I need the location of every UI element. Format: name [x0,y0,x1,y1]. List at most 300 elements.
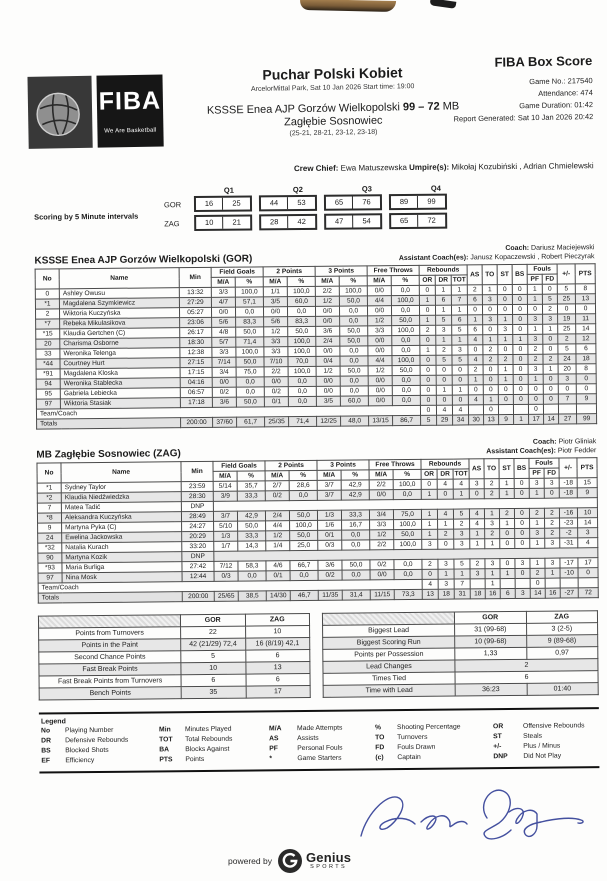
3p-percent: 33,3 [341,510,369,520]
def-rebounds: 1 [438,569,454,579]
fg-made-attempts: 7/14 [212,357,236,367]
totals-row: Totals 200:00 25/65 38,5 14/30 46,7 11/35 31,4 11/15 73,3 13 18 31 18 16 6 3 14 16 -27 72 [38,588,598,603]
fiba-logo-tagline: We Are Basketball [104,127,157,135]
plus-minus: -18 [559,478,577,488]
3p-made-attempts: 0/0 [316,376,340,386]
zag-value: 01:40 [527,683,599,696]
genius-brand-text: Genius [305,850,352,866]
3p-percent: 0,0 [339,306,367,316]
def-rebounds: 2 [438,529,454,539]
stat-label: Bench Points [39,687,181,700]
fg-percent: 14,3 [238,541,266,551]
2p-made-attempts: 0/0 [264,377,288,387]
blocks: 0 [514,478,529,488]
legend-desc: Total Rebounds [185,735,233,744]
turnovers: 0 [483,385,498,395]
total-rebounds: 1 [451,285,467,295]
fg-percent: 33,3 [238,531,266,541]
col-name: Name [59,268,179,289]
2p-percent: 100,0 [288,366,316,376]
ft-percent: 0,0 [394,569,422,579]
off-rebounds: 0 [421,479,437,489]
personal-fouls: 1 [530,558,545,568]
turnovers: 0 [483,305,498,315]
off-rebounds: 0 [420,395,436,405]
legend-abbr: BA [159,746,170,754]
col-ma: M/A [315,276,339,286]
legend-abbr: TOT [159,736,173,744]
fg-made-attempts: 3/7 [213,511,237,521]
col-blocks: BS [512,264,527,284]
turnovers: 3 [482,295,497,305]
points: 9 [577,488,597,498]
ft-made-attempts: 3/4 [369,510,393,520]
steals: 0 [498,394,513,404]
legend-desc: Points [185,755,205,764]
ft-made-attempts: 1/2 [368,366,392,376]
gor-value: 10 (99-68) [455,635,527,648]
match-header [182,63,483,139]
fg-percent: 50,0 [236,397,264,407]
minutes: 23:59 [181,481,213,491]
3p-made-attempts: 0/0 [316,346,340,356]
fg-made-attempts: 0/0 [212,377,236,387]
col-steals: ST [499,458,514,478]
3p-percent: 0,0 [340,316,368,326]
assists: 3 [470,569,485,579]
interval-score: 54 [362,216,371,226]
3p-percent: 60,0 [340,396,368,406]
total-rebounds: 5 [453,509,469,519]
def-rebounds: 0 [436,395,452,405]
3p-percent: 50,0 [342,560,370,570]
stat-label: Biggest Scoring Run [323,636,455,649]
ft-percent: 0,0 [392,345,420,355]
fouls-drawn: 1 [543,324,558,334]
team-code: GOR [163,199,182,209]
scoring-intervals [34,182,594,235]
ft-percent: 100,0 [393,479,421,489]
2p-percent: 25,0 [290,540,318,550]
col-pct: % [393,469,421,479]
player-name: Ashley Owusu [59,288,179,299]
zag-value: 16 (8/19) 42,1 [245,637,310,650]
ft-made-attempts: 0/2 [370,560,394,570]
steals: 0 [500,558,515,568]
ft-made-attempts: 0/0 [368,346,392,356]
points: 0 [578,568,598,578]
steals: 1 [498,364,513,374]
fg-percent: 71,4 [236,337,264,347]
legend-desc: Assists [297,734,319,743]
fg-percent: 0,0 [236,387,264,397]
player-number: *8 [37,513,61,523]
home-team-name: KSSSE Enea AJP Gorzów Wielkopolski [206,101,400,117]
legend-title: Legend [40,718,66,726]
col-ma: M/A [211,277,235,287]
turnovers: 1 [482,285,497,295]
zag-value: 13 [245,661,310,674]
legend-desc: Playing Number [65,726,114,735]
3p-percent: 0,0 [342,570,370,580]
col-plus-minus: +/- [559,458,577,478]
turnovers: 2 [484,479,499,489]
fiba-wordmark [96,75,163,148]
steals: 0 [498,384,513,394]
2p-made-attempts: 0/2 [264,387,288,397]
ft-made-attempts: 1/2 [370,530,394,540]
legend-desc: Blocked Shots [65,746,109,755]
coach-name: Dariusz Maciejewski [530,244,595,252]
2p-made-attempts: 2/7 [265,481,289,491]
2p-percent: 50,0 [289,510,317,520]
blocks: 0 [512,294,527,304]
3p-made-attempts: 0/4 [316,356,340,366]
assistant-coach-label: Assistant Coach(es): [486,447,556,456]
2p-made-attempts: 5/6 [264,317,288,327]
stat-label: Lead Changes [323,660,455,673]
player-number: 9 [38,523,62,533]
col-tot: TOT [454,470,468,478]
fouls-drawn: 3 [543,314,558,324]
interval-score: 28 [261,216,288,228]
plus-minus: 2 [558,334,576,344]
fouls-drawn: 3 [545,558,560,568]
fouls-drawn: 0 [543,394,558,404]
assists: 6 [468,325,483,335]
personal-fouls: 0 [528,304,543,314]
points: 0 [576,384,596,394]
report-title: FIBA Box Score [494,53,593,70]
minutes: 28:49 [181,511,213,521]
gor-value: 6 [455,671,598,684]
fouls-drawn: 2 [545,518,560,528]
col-fouls: Fouls [527,264,557,274]
report-generated: Report Generated: Sat 10 Jan 2026 20:42 [453,112,594,124]
blocks: 0 [514,508,529,518]
game-duration: Game Duration: 01:42 [519,100,594,111]
legend-section [39,707,600,773]
2p-percent: 50,0 [290,530,318,540]
points: 4 [578,538,598,548]
3p-made-attempts: 1/6 [318,520,342,530]
def-rebounds: 1 [438,519,454,529]
col-no: No [37,463,61,483]
ft-made-attempts: 2/2 [370,540,394,550]
minutes: 33:20 [182,541,214,551]
ft-percent: 0,0 [394,559,422,569]
off-rebounds: 2 [420,325,436,335]
steals: 1 [498,334,513,344]
def-rebounds: 3 [438,559,454,569]
zag-column-header: ZAG [245,613,310,626]
ft-percent: 50,0 [392,365,420,375]
fg-made-attempts: 3/3 [211,287,235,297]
ft-made-attempts: 0/0 [368,336,392,346]
points-summary-table [38,613,311,701]
turnovers: 1 [483,395,498,405]
fg-percent: 33,3 [237,491,265,501]
powered-by-text: powered by [228,856,272,866]
fouls-drawn: 2 [545,528,560,538]
turnovers: 3 [483,315,498,325]
col-pct: % [235,277,263,287]
legend-desc: Made Attempts [296,724,343,733]
def-rebounds: 1 [435,285,451,295]
ft-percent: 100,0 [392,355,420,365]
assistant-coach-names: Janusz Kopaczewski , Robert Pieczyrak [470,253,595,262]
interval-score: 53 [297,197,306,208]
col-ma: M/A [367,276,391,286]
gor-value: 42 (21/29) 72,4 [181,638,246,651]
gor-value: 35 [181,686,246,699]
minutes: 23:06 [180,317,212,327]
legend-abbr: * [269,755,273,763]
points: 14 [576,324,596,334]
fouls-drawn: 0 [542,284,557,294]
points: 10 [577,508,597,518]
player-number: 24 [38,533,62,543]
fg-made-attempts: 0/0 [211,307,235,317]
interval-score: 47 [326,216,353,228]
plus-minus: 20 [558,364,576,374]
gor-column-header: GOR [180,614,245,627]
turnovers: 3 [485,559,500,569]
total-rebounds: 1 [451,305,467,315]
player-name: Maria Burliga [62,562,182,573]
col-turnovers: TO [484,459,499,479]
2p-made-attempts: 3/3 [264,347,288,357]
fg-made-attempts: 7/12 [214,561,238,571]
2p-made-attempts: 4/6 [266,561,290,571]
ft-percent: 0,0 [393,489,421,499]
player-number: *44 [36,359,60,369]
blocks: 0 [515,518,530,528]
off-rebounds: 1 [421,509,437,519]
points: 9 [576,394,596,404]
total-rebounds: 7 [451,295,467,305]
player-name: Weronika Telenga [60,348,180,359]
blocks: 3 [515,558,530,568]
zag-value: 3 (2-5) [526,623,598,636]
player-number: 97 [36,399,60,409]
player-name: Magdalena Szymkiewicz [59,298,179,309]
def-rebounds: 5 [436,355,452,365]
stat-label: Times Tied [323,672,455,685]
player-name: Magdalena Kloska [60,368,180,379]
col-fouls: Fouls [529,458,559,468]
plus-minus: 0 [558,304,576,314]
game-stats-summaries [38,610,599,700]
gor-team-section [34,243,596,429]
player-number: 20 [36,339,60,349]
3p-percent: 50,0 [340,366,368,376]
plus-minus: -10 [560,568,578,578]
col-2points: 2 Points [263,266,315,276]
legend-abbr: FD [375,744,385,752]
plus-minus: 24 [558,354,576,364]
player-name: Gabriela Lebiecka [60,388,180,399]
fg-made-attempts: 3/3 [212,347,236,357]
col-pct: % [287,276,315,286]
legend-desc: Turnovers [397,733,428,742]
off-rebounds: 0 [420,355,436,365]
fg-made-attempts: 5/7 [212,337,236,347]
fg-made-attempts: 4/8 [212,327,236,337]
fg-made-attempts: 5/10 [214,521,238,531]
3p-made-attempts: 0/3 [318,540,342,550]
legend-grid [41,722,597,764]
gor-coaches [399,243,595,263]
col-ma: M/A [213,471,237,481]
player-number: 94 [36,379,60,389]
assists: 4 [470,519,485,529]
attendance: Attendance: 474 [538,88,593,98]
off-rebounds: 1 [422,519,438,529]
ft-made-attempts: 4/4 [367,296,391,306]
fg-made-attempts: 4/7 [211,297,235,307]
3p-made-attempts: 0/0 [316,386,340,396]
2p-percent: 50,0 [288,326,316,336]
gor-column-header: GOR [454,611,526,624]
gor-value: 5 [181,650,246,663]
2p-made-attempts: 2/4 [265,511,289,521]
2p-percent: 66,7 [290,560,318,570]
personal-fouls: 3 [528,314,543,324]
fouls-drawn: 0 [543,344,558,354]
personal-fouls: 1 [529,488,544,498]
ft-percent: 0,0 [392,375,420,385]
player-name: Wiktoria Kuczyńska [59,308,179,319]
steals: 0 [497,294,512,304]
legend-abbr: % [374,724,382,732]
totals-row: Totals 200:00 37/60 61,7 25/35 71,4 12/25 48,0 13/15 86,7 5 29 34 30 13 9 1 17 14 27 99 [37,414,597,429]
assists: 3 [469,479,484,489]
total-rebounds: 1 [453,489,469,499]
legend-abbr: EF [41,757,51,765]
off-rebounds: 3 [422,539,438,549]
points: 8 [576,364,596,374]
legend-desc: Offensive Rebounds [522,722,585,730]
col-min: Min [181,461,213,481]
steals: 0 [497,284,512,294]
zag-column-header: ZAG [526,611,598,624]
gor-value: 2 [455,659,598,672]
turnovers: 0 [483,365,498,375]
minutes: 17:18 [180,397,212,407]
col-pct: % [339,276,367,286]
plus-minus: 3 [558,374,576,384]
points: 3 [578,528,598,538]
assists: 1 [470,539,485,549]
fg-percent: 57,1 [235,297,263,307]
total-rebounds: 3 [454,529,470,539]
turnovers: 0 [483,325,498,335]
off-rebounds: 0 [420,365,436,375]
ft-made-attempts: 3/3 [370,520,394,530]
team-code: ZAG [164,218,180,228]
ft-percent: 0,0 [391,305,419,315]
def-rebounds: 0 [437,489,453,499]
ft-percent: 0,0 [391,285,419,295]
player-number: 2 [35,309,59,319]
interval-score: 25 [232,198,241,208]
plus-minus: -17 [560,558,578,568]
3p-made-attempts: 3/7 [317,480,341,490]
fg-percent: 83,3 [236,317,264,327]
def-rebounds: 4 [437,479,453,489]
def-rebounds: 1 [435,305,451,315]
totals-label: Totals [37,418,181,429]
2p-percent: 60,0 [287,296,315,306]
legend-desc: Efficiency [65,757,95,765]
fg-made-attempts: 3/9 [213,491,237,501]
blocks: 0 [513,364,528,374]
col-field-goals: Field Goals [213,461,265,471]
ft-percent: 0,0 [392,335,420,345]
fg-percent: 50,0 [236,357,264,367]
def-rebounds: 0 [436,375,452,385]
off-rebounds: 0 [422,569,438,579]
fouls-drawn: 2 [543,354,558,364]
2p-percent: 83,3 [288,316,316,326]
points: 0 [576,374,596,384]
minutes: 27:29 [179,297,211,307]
col-plus-minus: +/- [557,264,575,284]
basketball-logo-icon [27,76,92,149]
coach-label: Coach: [505,244,530,253]
ft-made-attempts: 0/0 [367,306,391,316]
fouls-drawn: 5 [542,294,557,304]
def-rebounds: 2 [436,345,452,355]
total-rebounds: 3 [454,539,470,549]
2p-percent: 100,0 [288,336,316,346]
personal-fouls: 2 [528,344,543,354]
3p-percent: 50,0 [340,326,368,336]
stat-label: Second Chance Points [39,651,181,664]
steals: 3 [498,324,513,334]
off-rebounds: 1 [420,345,436,355]
fg-percent: 0,0 [236,377,264,387]
legend-desc: Plus / Minus [523,742,561,750]
total-rebounds: 3 [452,345,468,355]
col-dr: DR [437,469,453,479]
fg-percent: 42,9 [237,511,265,521]
player-name: Charisma Osborne [60,338,180,349]
2p-percent: 0,0 [288,386,316,396]
minutes: 18:30 [180,337,212,347]
3p-percent: 0,0 [342,530,370,540]
col-pct: % [237,471,265,481]
legend-abbr: Min [159,726,171,734]
turnovers: 2 [483,345,498,355]
off-rebounds: 0 [420,335,436,345]
fouls-drawn: 1 [543,364,558,374]
2p-made-attempts: 0/1 [264,397,288,407]
fouls-drawn: 2 [544,508,559,518]
total-rebounds: 0 [452,365,468,375]
points: 14 [578,518,598,528]
blocks: 0 [515,568,530,578]
crew-chief-label: Crew Chief: [293,163,339,174]
quarter-label: Q3 [361,184,372,194]
personal-fouls: 3 [529,478,544,488]
steals: 1 [500,518,515,528]
gor-value: 1,33 [455,647,527,660]
minutes: DNP [182,551,214,561]
legend-abbr: PTS [159,756,173,764]
ft-percent: 100,0 [392,325,420,335]
